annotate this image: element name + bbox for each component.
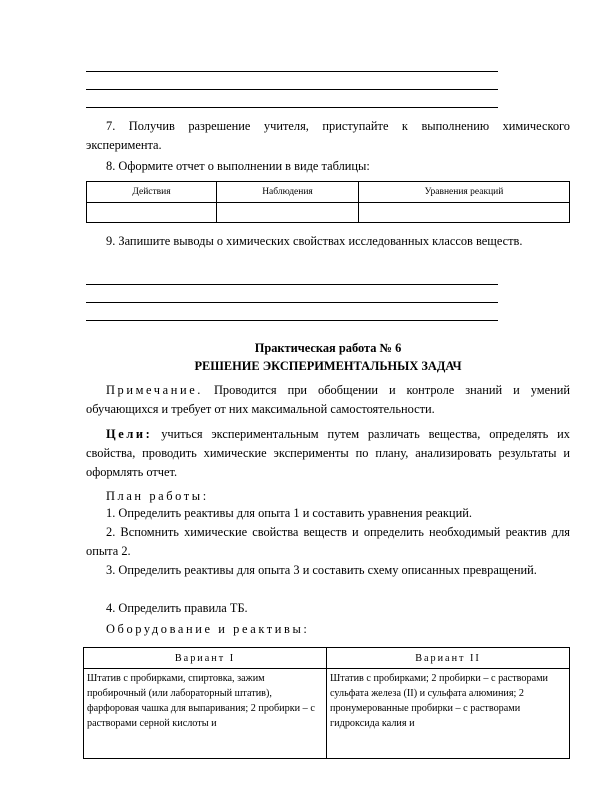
variant-header: Вариант I — [84, 648, 327, 669]
practical-subtitle: РЕШЕНИЕ ЭКСПЕРИМЕНТАЛЬНЫХ ЗАДАЧ — [194, 359, 462, 373]
table-header: Наблюдения — [217, 182, 359, 203]
answer-line — [86, 302, 498, 303]
instruction-9: 9. Запишите выводы о химических свойствах исследованных классов веществ. — [106, 234, 523, 248]
answer-line — [86, 284, 498, 285]
table-cell — [359, 203, 570, 223]
table-cell — [217, 203, 359, 223]
goals-paragraph: Цели: учиться экспериментальным путем различать вещества, определять их свойства, проводить химические эксперименты по плану, анализировать результаты и оформлять отчет. — [86, 427, 570, 479]
answer-line — [86, 320, 498, 321]
answer-line — [86, 107, 498, 108]
equipment-table — [83, 647, 570, 759]
answer-line — [86, 71, 498, 72]
plan-item: 3. Определить реактивы для опыта 3 и составить схему описанных превращений. — [106, 563, 537, 577]
instruction-8: 8. Оформите отчет о выполнении в виде таблицы: — [106, 159, 370, 173]
table-cell: Штатив с пробирками, спиртовка, зажим пробирочный (или лабораторный штатив), фарфоровая чашка для выпаривания; 2 пробирки – с растворами серной кислоты и — [84, 669, 327, 759]
report-table — [86, 181, 570, 223]
answer-line — [86, 89, 498, 90]
note-paragraph: Примечание. Проводится при обобщении и контроле знаний и умений обучающихся и требует от них максимальной самостоятельности. — [86, 383, 570, 416]
table-cell: Штатив с пробирками; 2 пробирки – с растворами сульфата железа (II) и сульфата алюминия; 2 пронумерованные пробирки – с растворами гидроксида калия и — [327, 669, 570, 759]
plan-item: 1. Определить реактивы для опыта 1 и составить уравнения реакций. — [106, 506, 472, 520]
plan-item: 4. Определить правила ТБ. — [106, 601, 248, 615]
plan-heading: План работы: — [106, 489, 209, 503]
plan-item: 2. Вспомнить химические свойства веществ и определить необходимый реактив для опыта 2. — [86, 525, 570, 558]
instruction-7: 7. Получив разрешение учителя, приступайте к выполнению химического эксперимента. — [86, 119, 570, 152]
equipment-heading: Оборудование и реактивы: — [106, 622, 310, 636]
variant-header: Вариант II — [327, 648, 570, 669]
table-header: Уравнения реакций — [359, 182, 570, 203]
table-cell — [87, 203, 217, 223]
table-header: Действия — [87, 182, 217, 203]
practical-title: Практическая работа № 6 — [254, 341, 402, 355]
